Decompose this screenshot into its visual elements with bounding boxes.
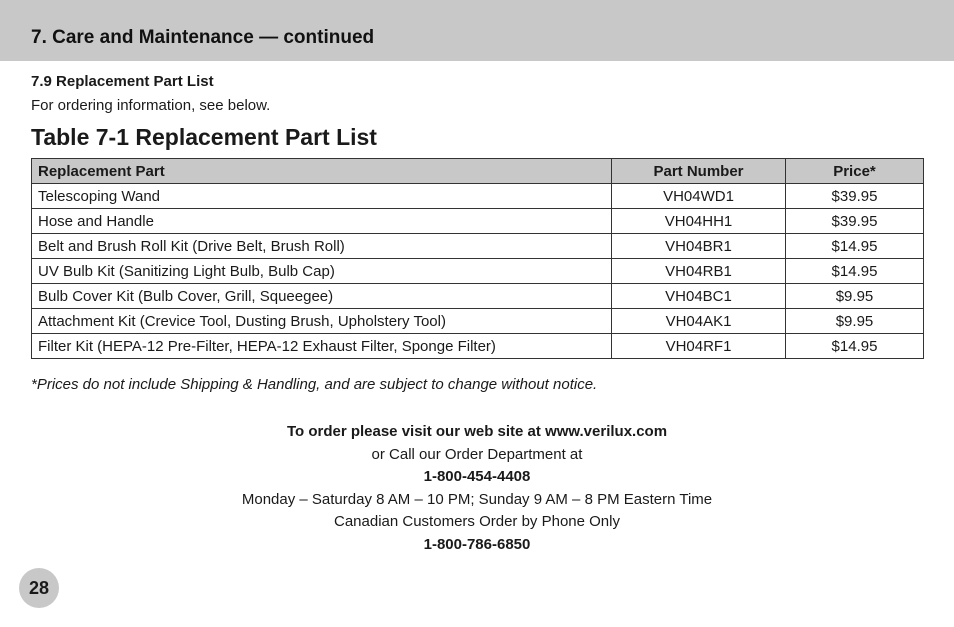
- price-cell: $9.95: [786, 309, 924, 334]
- price-cell: $14.95: [786, 259, 924, 284]
- part-name-cell: Filter Kit (HEPA-12 Pre-Filter, HEPA-12 Exhaust Filter, Sponge Filter): [32, 334, 612, 359]
- price-cell: $9.95: [786, 284, 924, 309]
- price-cell: $39.95: [786, 184, 924, 209]
- part-number-cell: VH04RF1: [612, 334, 786, 359]
- table-row: [32, 234, 924, 259]
- part-number-cell: VH04HH1: [612, 209, 786, 234]
- table-row: [32, 284, 924, 309]
- price-cell: $14.95: [786, 234, 924, 259]
- table-header-row: [32, 159, 924, 184]
- part-name-cell: Bulb Cover Kit (Bulb Cover, Grill, Squeegee): [32, 284, 612, 309]
- section-intro: For ordering information, see below.: [31, 97, 271, 114]
- part-name-cell: Attachment Kit (Crevice Tool, Dusting Brush, Upholstery Tool): [32, 309, 612, 334]
- part-number-cell: VH04WD1: [612, 184, 786, 209]
- table-title: Table 7-1 Replacement Part List: [31, 124, 377, 150]
- part-name-cell: Belt and Brush Roll Kit (Drive Belt, Brush Roll): [32, 234, 612, 259]
- column-header-part-number: Part Number: [612, 159, 786, 184]
- section-title: 7.9 Replacement Part List: [31, 73, 214, 90]
- page-header-title: 7. Care and Maintenance — continued: [31, 27, 375, 48]
- part-name-cell: Hose and Handle: [32, 209, 612, 234]
- call-line: or Call our Order Department at: [371, 445, 583, 463]
- website-line: To order please visit our web site at www.verilux.com: [286, 423, 668, 440]
- part-number-cell: VH04RB1: [612, 259, 786, 284]
- replacement-parts-table: [31, 158, 924, 359]
- ordering-info: [0, 421, 954, 556]
- part-number-cell: VH04BC1: [612, 284, 786, 309]
- price-cell: $14.95: [786, 334, 924, 359]
- canada-phone-number: 1-800-786-6850: [423, 535, 531, 553]
- column-header-price: Price*: [786, 159, 924, 184]
- page-number-badge: 28: [19, 568, 59, 608]
- business-hours: Monday – Saturday 8 AM – 10 PM; Sunday 9 AM – 8 PM Eastern Time: [241, 490, 713, 508]
- part-number-cell: VH04BR1: [612, 234, 786, 259]
- part-name-cell: Telescoping Wand: [32, 184, 612, 209]
- part-name-cell: UV Bulb Kit (Sanitizing Light Bulb, Bulb Cap): [32, 259, 612, 284]
- part-number-cell: VH04AK1: [612, 309, 786, 334]
- column-header-part: Replacement Part: [32, 159, 612, 184]
- price-footnote: *Prices do not include Shipping & Handling, and are subject to change without notice.: [31, 376, 598, 393]
- table-row: [32, 209, 924, 234]
- table-row: [32, 259, 924, 284]
- us-phone-number: 1-800-454-4408: [423, 468, 531, 485]
- canada-line: Canadian Customers Order by Phone Only: [334, 513, 620, 530]
- price-cell: $39.95: [786, 209, 924, 234]
- table-row: [32, 334, 924, 359]
- table-row: [32, 184, 924, 209]
- table-row: [32, 309, 924, 334]
